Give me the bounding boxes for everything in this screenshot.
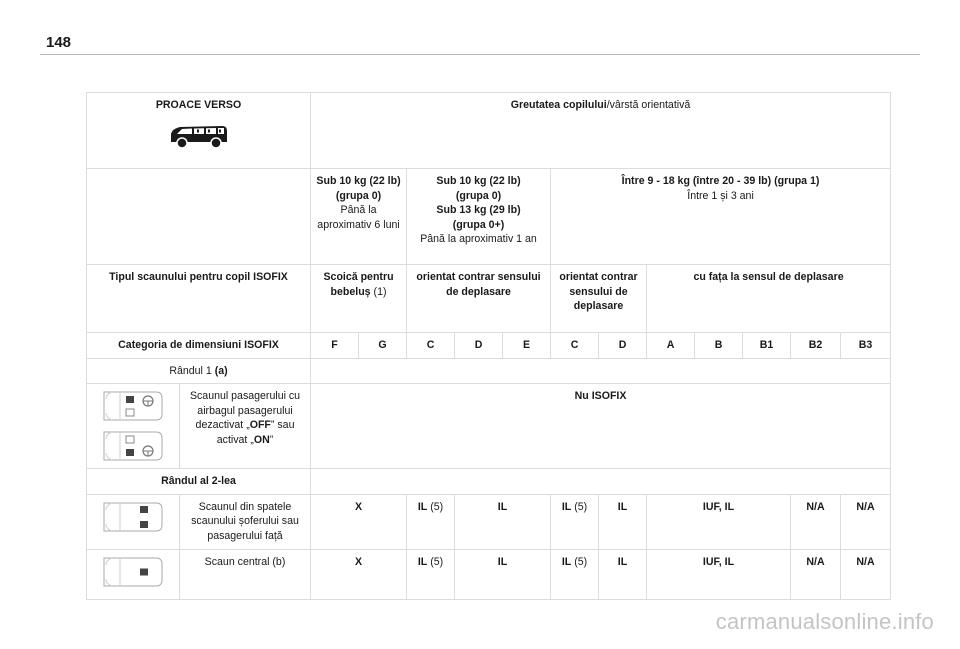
size-class-cell: E [503, 333, 551, 359]
rear-side-seat-description: Scaunul din spatele scaunului șoferului sau pasagerului față [180, 494, 311, 549]
carrycot-label: Scoică pentru bebeluș [323, 271, 394, 298]
size-class-cell: B3 [841, 333, 891, 359]
value-text: N/A [856, 555, 875, 568]
group-1-age: Între 1 și 3 ani [687, 189, 754, 202]
value-cell [841, 494, 891, 549]
isofix-table [86, 92, 891, 600]
row-2-label: Rândul al 2-lea [87, 469, 311, 495]
value-note: (5) [571, 555, 588, 568]
rear-side-seat-row [87, 494, 891, 549]
value-cell [311, 494, 407, 549]
group-0a-weight: Sub 10 kg (22 lb) (grupa 0) [316, 175, 401, 202]
group-0a-age: Până la aproximativ 6 luni [317, 204, 400, 231]
value-cell [407, 549, 455, 599]
value-cell [599, 494, 647, 549]
seat-diagram-airbag-off-icon [90, 389, 176, 423]
minivan-side-icon [90, 121, 307, 151]
model-name: PROACE VERSO [155, 99, 242, 111]
value-text: IL [617, 500, 628, 513]
value-cell [841, 549, 891, 599]
weight-subtitle: /vârstă orientativă [606, 99, 691, 111]
size-class-cell: B2 [791, 333, 841, 359]
group-0b-weight: Sub 10 kg (22 lb) (grupa 0) Sub 13 kg (29 lb) (grupa 0+) [436, 175, 521, 231]
group-1-weight: Între 9 - 18 kg (între 20 - 39 lb) (grupa 1) [621, 175, 820, 187]
size-class-cell: A [647, 333, 695, 359]
value-text: IL [417, 555, 428, 568]
value-text: IL [561, 500, 572, 513]
seat-diagram-cell [87, 494, 180, 549]
value-note: (5) [571, 500, 588, 513]
value-text: IL [561, 555, 572, 568]
value-cell [311, 549, 407, 599]
size-category-row [87, 333, 891, 359]
size-class-cell: C [551, 333, 599, 359]
rear-facing-cell-2: orientat contrar sensului de deplasare [551, 265, 647, 333]
value-cell [791, 549, 841, 599]
seat-diagram-airbag-on-icon [90, 429, 176, 463]
row-1-label [87, 358, 311, 384]
value-cell [599, 549, 647, 599]
value-cell [455, 549, 551, 599]
empty-cell [311, 469, 891, 495]
value-text: IUF, IL [702, 500, 735, 513]
value-cell [551, 494, 599, 549]
rear-facing-cell-1: orientat contrar sensului de deplasare [407, 265, 551, 333]
airbag-on-label: ON [253, 434, 270, 447]
group-0b-age: Până la aproximativ 1 an [420, 233, 537, 246]
size-class-cell: D [599, 333, 647, 359]
weight-title: Greutatea copilului [510, 99, 607, 111]
value-note: (5) [427, 500, 444, 513]
empty-cell [311, 358, 891, 384]
value-text: N/A [806, 555, 825, 568]
group-1-cell [551, 169, 891, 265]
group-0b-cell [407, 169, 551, 265]
value-text: IL [497, 500, 508, 513]
size-class-cell: G [359, 333, 407, 359]
value-text: N/A [806, 500, 825, 513]
value-cell [455, 494, 551, 549]
value-text: IL [417, 500, 428, 513]
seat-desc-text: ” [269, 434, 274, 447]
size-category-label: Categoria de dimensiuni ISOFIX [87, 333, 311, 359]
row-1-note: (a) [214, 364, 228, 377]
row-2-header [87, 469, 891, 495]
row-1-label-text: Rândul 1 [169, 364, 215, 377]
rear-center-seat-description: Scaun central (b) [180, 549, 311, 599]
page-number: 148 [46, 34, 72, 51]
header-rule [40, 54, 920, 55]
value-text: IUF, IL [702, 555, 735, 568]
value-text: N/A [856, 500, 875, 513]
carrycot-note: (1) [370, 285, 387, 298]
value-cell [407, 494, 455, 549]
seat-desc-text: Scaunul pasagerului cu airbagul pasagerului dezactivat „ [189, 390, 301, 432]
value-cell [647, 494, 791, 549]
seat-diagram-rear-center-icon [90, 555, 176, 589]
carrycot-cell [311, 265, 407, 333]
empty-cell [87, 169, 311, 265]
size-class-cell: B1 [743, 333, 791, 359]
passenger-seat-row [87, 384, 891, 469]
watermark: carmanualsonline.info [715, 609, 934, 634]
no-isofix-cell: Nu ISOFIX [311, 384, 891, 469]
rear-center-seat-row [87, 549, 891, 599]
size-class-cell: D [455, 333, 503, 359]
seat-diagram-cell [87, 549, 180, 599]
seat-type-row [87, 265, 891, 333]
size-class-cell: B [695, 333, 743, 359]
forward-facing-cell: cu fața la sensul de deplasare [647, 265, 891, 333]
group-0a-cell [311, 169, 407, 265]
value-cell [791, 494, 841, 549]
airbag-off-label: OFF [249, 419, 271, 432]
value-cell [551, 549, 599, 599]
value-text: IL [497, 555, 508, 568]
weight-header-cell [311, 93, 891, 169]
seat-desc-text: ” sau activat „ [216, 419, 295, 447]
size-class-cell: C [407, 333, 455, 359]
value-text: IL [617, 555, 628, 568]
value-text: X [354, 555, 363, 568]
value-cell [647, 549, 791, 599]
row-1-header [87, 358, 891, 384]
table-header-row [87, 93, 891, 169]
value-note: (5) [427, 555, 444, 568]
weight-groups-row [87, 169, 891, 265]
size-class-cell: F [311, 333, 359, 359]
passenger-seat-description [180, 384, 311, 469]
seat-diagram-rear-side-icon [90, 500, 176, 534]
value-text: X [354, 500, 363, 513]
seat-type-label: Tipul scaunului pentru copil ISOFIX [87, 265, 311, 333]
model-cell [87, 93, 311, 169]
seat-diagram-cell [87, 384, 180, 469]
